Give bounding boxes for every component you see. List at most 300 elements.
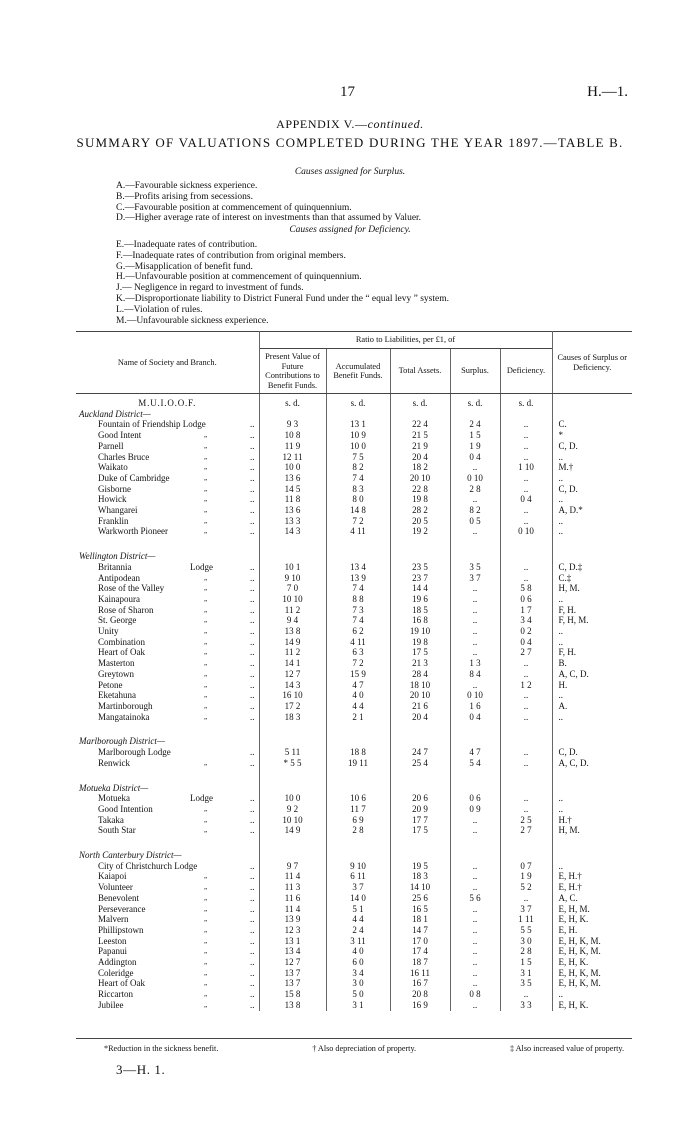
present-value: 12 7 — [259, 669, 326, 680]
cause-codes: C, D.‡ — [558, 561, 583, 572]
branch-name-cell — [76, 871, 259, 882]
spacer-cell — [500, 836, 552, 850]
deficiency-value: 1 5 — [500, 957, 552, 968]
spacer-cell — [500, 537, 552, 551]
leader-dots: .. — [250, 583, 255, 594]
accumulated-funds: 4 4 — [326, 701, 390, 712]
accumulated-funds: 6 9 — [326, 815, 390, 826]
total-assets: 14 10 — [390, 882, 450, 893]
present-value: 14 9 — [259, 637, 326, 648]
cause-codes: .. — [558, 626, 563, 637]
spacer-row — [76, 769, 632, 783]
table-row — [76, 893, 632, 904]
branch-name-cell — [76, 882, 259, 893]
cause-codes: C.‡ — [558, 572, 572, 583]
total-assets: 21 3 — [390, 658, 450, 669]
appendix-heading — [0, 117, 700, 132]
surplus-value: 0 4 — [450, 452, 500, 463]
surplus-value: 0 10 — [450, 690, 500, 701]
branch-name: Howick — [98, 494, 127, 505]
branch-name-cell — [76, 680, 259, 691]
total-assets: 18 2 — [390, 462, 450, 473]
district-spacer — [390, 736, 450, 747]
branch-name: Rose of Sharon — [98, 604, 154, 615]
district-spacer — [450, 551, 500, 562]
leader-dots: .. — [250, 604, 255, 615]
accumulated-funds: 2 1 — [326, 712, 390, 723]
deficiency-value: .. — [500, 430, 552, 441]
leader-dots: .. — [250, 978, 255, 989]
branch-name: Unity — [98, 626, 119, 637]
surplus-value: .. — [450, 861, 500, 872]
accumulated-funds: 4 7 — [326, 680, 390, 691]
district-spacer — [552, 551, 632, 562]
leader-dots: .. — [250, 462, 255, 473]
ditto-mark: „ — [204, 463, 208, 472]
branch-name: Duke of Cambridge — [98, 472, 170, 483]
total-assets: 17 0 — [390, 936, 450, 947]
present-value: 14 9 — [259, 825, 326, 836]
leader-dots: .. — [250, 999, 255, 1010]
col-header-surplus: Surplus. — [450, 349, 500, 394]
accumulated-funds: 15 9 — [326, 669, 390, 680]
branch-name-cell — [76, 825, 259, 836]
surplus-value: 0 6 — [450, 793, 500, 804]
table-row — [76, 573, 632, 584]
branch-name: Kainapoura — [98, 593, 140, 604]
spacer-cell — [500, 769, 552, 783]
deficiency-cause: F.—Inadequate rates of contribution from original members. — [116, 250, 346, 261]
cause-codes: C, D. — [558, 747, 578, 758]
total-assets: 22 4 — [390, 419, 450, 430]
deficiency-cause: J.— Negligence in regard to investment of funds. — [116, 283, 304, 294]
cause-codes: C, D. — [558, 440, 578, 451]
deficiency-cause: H.—Unfavourable position at commencement of quinquennium. — [116, 272, 362, 283]
accumulated-funds: 14 8 — [326, 505, 390, 516]
branch-name-cell — [76, 793, 259, 804]
table-row — [76, 583, 632, 594]
branch-name: Good Intention — [98, 803, 153, 814]
branch-name-cell — [76, 562, 259, 573]
spacer-cell — [390, 537, 450, 551]
leader-dots: .. — [250, 494, 255, 505]
surplus-value: 1 9 — [450, 441, 500, 452]
branch-name: Parnell — [98, 440, 124, 451]
ditto-mark: „ — [204, 936, 208, 945]
deficiency-value: 3 1 — [500, 968, 552, 979]
ditto-mark: „ — [204, 691, 208, 700]
cause-codes: .. — [558, 494, 563, 505]
unit-label: s. d. — [326, 398, 390, 409]
total-assets: 17 5 — [390, 647, 450, 658]
cause-codes: F, H. — [558, 604, 577, 615]
branch-name: Petone — [98, 679, 123, 690]
cause-codes: A, C. — [558, 892, 578, 903]
leader-dots: .. — [250, 757, 255, 768]
district-spacer — [390, 551, 450, 562]
leader-dots: .. — [250, 793, 255, 804]
table-row — [76, 605, 632, 616]
surplus-value: .. — [450, 1000, 500, 1011]
unit-label: s. d. — [390, 398, 450, 409]
accumulated-funds: 3 4 — [326, 968, 390, 979]
total-assets: 24 7 — [390, 747, 450, 758]
branch-name: Jubilee — [98, 999, 124, 1010]
spacer-cell — [259, 537, 326, 551]
ditto-mark: „ — [204, 452, 208, 461]
spacer-cell — [500, 722, 552, 736]
spacer-cell — [390, 769, 450, 783]
cause-codes: * — [558, 430, 563, 441]
present-value: 17 2 — [259, 701, 326, 712]
table-row — [76, 914, 632, 925]
branch-name-cell — [76, 690, 259, 701]
total-assets: 20 10 — [390, 690, 450, 701]
present-value: 14 1 — [259, 658, 326, 669]
spacer-cell — [326, 722, 390, 736]
table-row — [76, 871, 632, 882]
table-row — [76, 690, 632, 701]
accumulated-funds: 14 0 — [326, 893, 390, 904]
surplus-value: .. — [450, 615, 500, 626]
present-value: 11 2 — [259, 605, 326, 616]
accumulated-funds: 10 6 — [326, 793, 390, 804]
branch-name: Marlborough Lodge — [98, 747, 171, 758]
ditto-mark: „ — [204, 815, 208, 824]
table-row — [76, 626, 632, 637]
present-value: 15 8 — [259, 989, 326, 1000]
surplus-value: 4 7 — [450, 747, 500, 758]
cause-codes: .. — [558, 451, 563, 462]
accumulated-funds: 13 9 — [326, 573, 390, 584]
surplus-value: .. — [450, 626, 500, 637]
present-value: 11 2 — [259, 647, 326, 658]
cause-codes: .. — [558, 526, 563, 537]
total-assets: 20 10 — [390, 473, 450, 484]
spacer-cell — [76, 769, 259, 783]
accumulated-funds: 4 0 — [326, 946, 390, 957]
present-value: 11 6 — [259, 893, 326, 904]
spacer-row — [76, 537, 632, 551]
society-name: M.U.I.O.O.F. — [138, 398, 197, 408]
surplus-causes-list — [116, 181, 421, 224]
branch-name-cell — [76, 893, 259, 904]
footnote: ‡ Also increased value of property. — [509, 1044, 624, 1053]
total-assets: 16 9 — [390, 1000, 450, 1011]
present-value: 12 3 — [259, 925, 326, 936]
total-assets: 19 2 — [390, 526, 450, 537]
cause-codes: E, H, K, M. — [558, 935, 601, 946]
table-row — [76, 989, 632, 1000]
present-value: 9 4 — [259, 615, 326, 626]
accumulated-funds: 7 4 — [326, 615, 390, 626]
district-spacer — [552, 736, 632, 747]
branch-name: Kaiapoi — [98, 871, 127, 882]
leader-dots: .. — [250, 903, 255, 914]
total-assets: 22 8 — [390, 484, 450, 495]
total-assets: 20 4 — [390, 712, 450, 723]
total-assets: 25 4 — [390, 758, 450, 769]
branch-name-cell — [76, 914, 259, 925]
table-row — [76, 441, 632, 452]
present-value: 18 3 — [259, 712, 326, 723]
spacer-cell — [450, 836, 500, 850]
surplus-value: .. — [450, 904, 500, 915]
cause-codes: E, H, K. — [558, 957, 589, 968]
spacer-cell — [326, 537, 390, 551]
surplus-cause: D.—Higher average rate of interest on investments than that assumed by Valuer. — [116, 213, 422, 224]
district-row — [76, 551, 632, 562]
branch-name-cell — [76, 968, 259, 979]
branch-name: South Star — [98, 825, 136, 836]
present-value: 13 8 — [259, 626, 326, 637]
deficiency-value: 5 2 — [500, 882, 552, 893]
deficiency-value: .. — [500, 747, 552, 758]
deficiency-cause: K.—Disproportionate liability to District Funeral Fund under the “ equal levy ” system. — [116, 293, 449, 304]
accumulated-funds: 4 0 — [326, 690, 390, 701]
footnote: † Also depreciation of property. — [312, 1044, 417, 1053]
total-assets: 20 4 — [390, 452, 450, 463]
accumulated-funds: 2 8 — [326, 825, 390, 836]
table-row — [76, 978, 632, 989]
accumulated-funds: 6 3 — [326, 647, 390, 658]
leader-dots: .. — [250, 483, 255, 494]
surplus-value: .. — [450, 978, 500, 989]
deficiency-value: 3 3 — [500, 1000, 552, 1011]
branch-name: City of Christchurch Lodge — [98, 860, 198, 871]
deficiency-value: .. — [500, 893, 552, 904]
branch-name: Masterton — [98, 658, 135, 669]
present-value: 13 1 — [259, 936, 326, 947]
ditto-mark: „ — [204, 883, 208, 892]
footnote: *Reduction in the sickness benefit. — [104, 1044, 219, 1053]
surplus-value: .. — [450, 680, 500, 691]
branch-name: Heart of Oak — [98, 978, 145, 989]
accumulated-funds: 7 4 — [326, 583, 390, 594]
cause-codes: E, H, K. — [558, 999, 589, 1010]
accumulated-funds: 6 11 — [326, 871, 390, 882]
ditto-mark: „ — [204, 915, 208, 924]
cause-codes: H.† — [558, 814, 572, 825]
accumulated-funds: 3 1 — [326, 1000, 390, 1011]
cause-codes: B. — [558, 658, 567, 669]
branch-name-cell — [76, 925, 259, 936]
cause-codes: E, H, K, M. — [558, 978, 601, 989]
ditto-mark: „ — [204, 758, 208, 767]
accumulated-funds: 10 9 — [326, 430, 390, 441]
surplus-value: .. — [450, 882, 500, 893]
deficiency-value: 1 9 — [500, 871, 552, 882]
total-assets: 16 5 — [390, 904, 450, 915]
surplus-value: .. — [450, 815, 500, 826]
cause-codes: H, M. — [558, 583, 580, 594]
leader-dots: .. — [250, 989, 255, 1000]
cause-codes: M.† — [558, 462, 574, 473]
district-spacer — [259, 783, 326, 794]
branch-name: Heart of Oak — [98, 647, 145, 658]
district-spacer — [500, 551, 552, 562]
branch-name-cell — [76, 804, 259, 815]
deficiency-value: .. — [500, 441, 552, 452]
spacer-cell — [76, 722, 259, 736]
ditto-mark: „ — [204, 804, 208, 813]
branch-name-cell — [76, 701, 259, 712]
district-name: Wellington District— — [79, 551, 156, 562]
deficiency-value: 3 0 — [500, 936, 552, 947]
branch-name-cell — [76, 637, 259, 648]
table-row — [76, 505, 632, 516]
cause-codes: F, H, M. — [558, 615, 589, 626]
branch-name: Takaka — [98, 814, 124, 825]
leader-dots: .. — [250, 711, 255, 722]
table-row — [76, 473, 632, 484]
cause-codes: .. — [558, 803, 563, 814]
ditto-mark: „ — [204, 627, 208, 636]
ditto-mark: „ — [204, 605, 208, 614]
accumulated-funds: 5 0 — [326, 989, 390, 1000]
surplus-value: 0 8 — [450, 989, 500, 1000]
accumulated-funds: 19 11 — [326, 758, 390, 769]
leader-dots: .. — [250, 515, 255, 526]
cause-codes: A. — [558, 700, 568, 711]
ditto-mark: „ — [204, 979, 208, 988]
spacer-cell — [450, 722, 500, 736]
surplus-value: 8 2 — [450, 505, 500, 516]
total-assets: 21 6 — [390, 701, 450, 712]
deficiency-value: 2 7 — [500, 825, 552, 836]
cause-codes: .. — [558, 989, 563, 1000]
deficiency-value: .. — [500, 562, 552, 573]
total-assets: 14 4 — [390, 583, 450, 594]
district-spacer — [500, 409, 552, 420]
district-spacer — [450, 409, 500, 420]
leader-dots: .. — [250, 946, 255, 957]
deficiency-value: 0 2 — [500, 626, 552, 637]
cause-codes: A, C, D. — [558, 757, 589, 768]
spacer-cell — [450, 769, 500, 783]
branch-name-cell — [76, 516, 259, 527]
branch-name: Franklin — [98, 515, 129, 526]
deficiency-value: 0 10 — [500, 526, 552, 537]
cause-codes: .. — [558, 690, 563, 701]
present-value: 11 8 — [259, 494, 326, 505]
branch-name: Motueka — [98, 793, 130, 804]
table-row — [76, 946, 632, 957]
total-assets: 25 6 — [390, 893, 450, 904]
deficiency-value: .. — [500, 484, 552, 495]
total-assets: 18 3 — [390, 871, 450, 882]
present-value: 14 5 — [259, 484, 326, 495]
ditto-mark: „ — [204, 516, 208, 525]
leader-dots: .. — [250, 430, 255, 441]
surplus-value: 1 3 — [450, 658, 500, 669]
table-row — [76, 516, 632, 527]
branch-name-cell — [76, 594, 259, 605]
surplus-value: .. — [450, 968, 500, 979]
deficiency-value: 0 4 — [500, 637, 552, 648]
leader-dots: .. — [250, 451, 255, 462]
table-bottom-rule — [76, 1038, 632, 1039]
accumulated-funds: 3 7 — [326, 882, 390, 893]
col-header-causes: Causes of Surplus or Deficiency. — [552, 332, 632, 394]
present-value: 9 3 — [259, 419, 326, 430]
branch-name-cell — [76, 669, 259, 680]
signature-mark: 3—H. 1. — [116, 1062, 166, 1077]
leader-dots: .. — [250, 572, 255, 583]
accumulated-funds: 7 3 — [326, 605, 390, 616]
total-assets: 18 1 — [390, 914, 450, 925]
table-row — [76, 615, 632, 626]
total-assets: 16 8 — [390, 615, 450, 626]
spacer-cell — [552, 836, 632, 850]
surplus-value: .. — [450, 594, 500, 605]
surplus-value: 8 4 — [450, 669, 500, 680]
present-value: 10 8 — [259, 430, 326, 441]
leader-dots: .. — [250, 419, 255, 430]
leader-dots: .. — [250, 803, 255, 814]
branch-name: Waikato — [98, 462, 128, 473]
district-spacer — [500, 736, 552, 747]
total-assets: 20 5 — [390, 516, 450, 527]
district-spacer — [450, 736, 500, 747]
surplus-causes-heading: Causes assigned for Surplus. — [294, 167, 406, 177]
branch-name: Whangarei — [98, 505, 138, 516]
deficiency-value: 3 5 — [500, 978, 552, 989]
present-value: 13 7 — [259, 968, 326, 979]
col-header-present-value: Present Value of Future Contributions to Benefit Funds. — [259, 349, 326, 394]
leader-dots: .. — [250, 924, 255, 935]
leader-dots: .. — [250, 615, 255, 626]
surplus-value: 0 10 — [450, 473, 500, 484]
total-assets: 20 8 — [390, 989, 450, 1000]
deficiency-value: .. — [500, 473, 552, 484]
accumulated-funds: 8 0 — [326, 494, 390, 505]
surplus-value: .. — [450, 825, 500, 836]
branch-name: Malvern — [98, 914, 129, 925]
ditto-mark: „ — [204, 826, 208, 835]
table-row — [76, 925, 632, 936]
district-spacer — [259, 736, 326, 747]
surplus-value: .. — [450, 462, 500, 473]
branch-name-cell — [76, 626, 259, 637]
deficiency-value: .. — [500, 701, 552, 712]
branch-name: Benevolent — [98, 892, 139, 903]
branch-name: Rose of the Valley — [98, 583, 165, 594]
branch-name-cell — [76, 978, 259, 989]
branch-name: Gisborne — [98, 483, 131, 494]
valuation-table — [76, 331, 632, 1011]
deficiency-value: 2 8 — [500, 946, 552, 957]
district-spacer — [259, 409, 326, 420]
district-spacer — [326, 736, 390, 747]
branch-name: Fountain of Friendship Lodge — [98, 419, 206, 430]
ditto-mark: „ — [204, 947, 208, 956]
document-reference: H.—1. — [587, 84, 628, 100]
leader-dots: .. — [250, 747, 255, 758]
deficiency-value: 1 10 — [500, 462, 552, 473]
branch-name-cell — [76, 419, 259, 430]
accumulated-funds: 6 2 — [326, 626, 390, 637]
appendix-continued: continued. — [367, 117, 424, 131]
surplus-value: 5 4 — [450, 758, 500, 769]
ditto-mark: „ — [204, 925, 208, 934]
ditto-mark: „ — [204, 680, 208, 689]
table-row — [76, 804, 632, 815]
deficiency-cause: E.—Inadequate rates of contribution. — [116, 240, 258, 250]
present-value: 14 3 — [259, 526, 326, 537]
deficiency-value: .. — [500, 989, 552, 1000]
table-row — [76, 452, 632, 463]
